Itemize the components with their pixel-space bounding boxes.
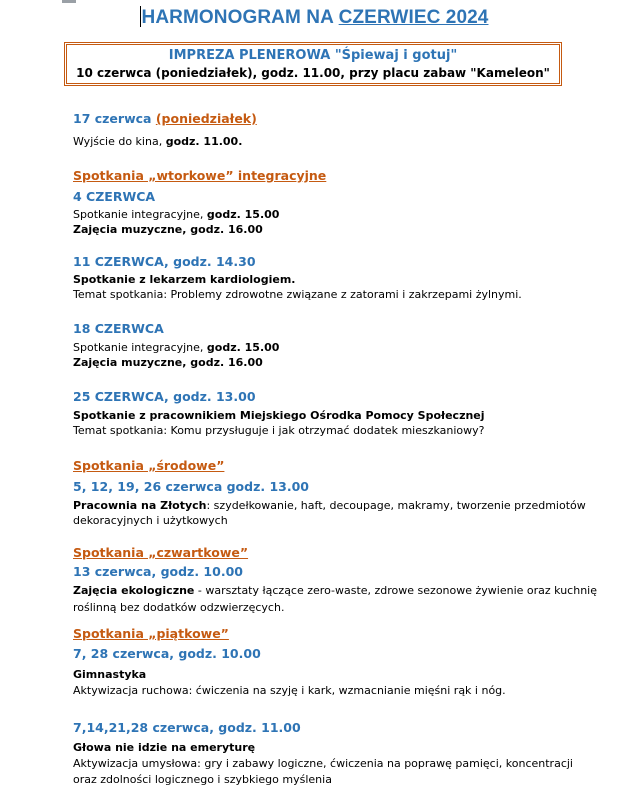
page-corner-marker [62, 0, 76, 3]
friday-gym-line1: Gimnastyka [73, 668, 147, 681]
thursday-line1 [73, 584, 597, 598]
friday-mind-line1: Głowa nie idzie na emeryturę [73, 741, 256, 754]
event-details: 10 czerwca (poniedziałek), godz. 11.00, przy placu zabaw "Kameleon" [76, 66, 550, 80]
tuesday-18-line1-text: Spotkanie integracyjne, [73, 341, 207, 354]
event-17-time: godz. 11.00. [165, 135, 243, 148]
tuesday-11-date: 11 CZERWCA, godz. 14.30 [73, 254, 256, 269]
tuesday-4-line1-text: Spotkanie integracyjne, [73, 208, 207, 221]
wednesday-line1-text: : szydełkowanie, haft, decoupage, makramy, tworzenie przedmiotów [206, 499, 586, 512]
title-prefix: HARMONOGRAM NA [141, 7, 339, 28]
section-thursday-title: Spotkania „czwartkowe” [73, 545, 249, 560]
text-cursor [140, 6, 141, 27]
date-17-text: 17 czerwca [73, 111, 156, 126]
wednesday-line1-name: Pracownia na Złotych [73, 499, 207, 512]
event-17-line [73, 135, 242, 149]
tuesday-4-date: 4 CZERWCA [73, 189, 156, 204]
section-wednesday-title: Spotkania „środowe” [73, 458, 225, 473]
wednesday-line1 [73, 499, 586, 513]
event-17-text: Wyjście do kina, [73, 135, 166, 148]
thursday-line2: roślinną bez dodatków odzwierzęcych. [73, 601, 285, 614]
event-date-17 [73, 112, 257, 126]
tuesday-4-line1 [73, 208, 279, 222]
tuesday-25-line1: Spotkanie z pracownikiem Miejskiego Ośrodka Pomocy Społecznej [73, 409, 485, 422]
tuesday-11-line2: Temat spotkania: Problemy zdrowotne związane z zatorami i zakrzepami żylnymi. [73, 288, 522, 301]
tuesday-18-line1 [73, 341, 279, 355]
event-name: IMPREZA PLENEROWA "Śpiewaj i gotuj" [168, 48, 458, 63]
section-friday-title: Spotkania „piątkowe” [73, 626, 229, 641]
section-tuesday-title: Spotkania „wtorkowe” integracyjne [73, 168, 327, 183]
event-banner [64, 42, 562, 86]
thursday-date: 13 czerwca, godz. 10.00 [73, 564, 243, 579]
tuesday-25-date: 25 CZERWCA, godz. 13.00 [73, 389, 256, 404]
page-title [0, 6, 628, 29]
wednesday-date: 5, 12, 19, 26 czerwca godz. 13.00 [73, 479, 310, 494]
wednesday-line2: dekoracyjnych i użytkowych [73, 514, 228, 527]
friday-mind-date: 7,14,21,28 czerwca, godz. 11.00 [73, 720, 301, 735]
friday-gym-line2: Aktywizacja ruchowa: ćwiczenia na szyję i kark, wzmacnianie mięśni rąk i nóg. [73, 684, 506, 697]
thursday-line1-text: - warsztaty łączące zero-waste, zdrowe sezonowe żywienie oraz kuchnię [194, 584, 597, 597]
friday-gym-date: 7, 28 czerwca, godz. 10.00 [73, 646, 261, 661]
tuesday-11-line1: Spotkanie z lekarzem kardiologiem. [73, 273, 296, 286]
tuesday-4-line1-time: godz. 15.00 [206, 208, 280, 221]
friday-mind-line3: oraz zdolności logicznego i szybkiego myślenia [73, 773, 332, 786]
friday-mind-line2: Aktywizacja umysłowa: gry i zabawy logiczne, ćwiczenia na poprawę pamięci, koncentracji [73, 757, 573, 770]
tuesday-4-line2: Zajęcia muzyczne, godz. 16.00 [73, 223, 263, 236]
date-17-day: (poniedziałek) [155, 111, 257, 126]
thursday-line1-name: Zajęcia ekologiczne [73, 584, 195, 597]
tuesday-18-line1-time: godz. 15.00 [206, 341, 280, 354]
tuesday-18-line2: Zajęcia muzyczne, godz. 16.00 [73, 356, 263, 369]
title-month: CZERWIEC 2024 [338, 7, 489, 28]
tuesday-18-date: 18 CZERWCA [73, 321, 164, 336]
tuesday-25-line2: Temat spotkania: Komu przysługuje i jak otrzymać dodatek mieszkaniowy? [73, 424, 485, 437]
